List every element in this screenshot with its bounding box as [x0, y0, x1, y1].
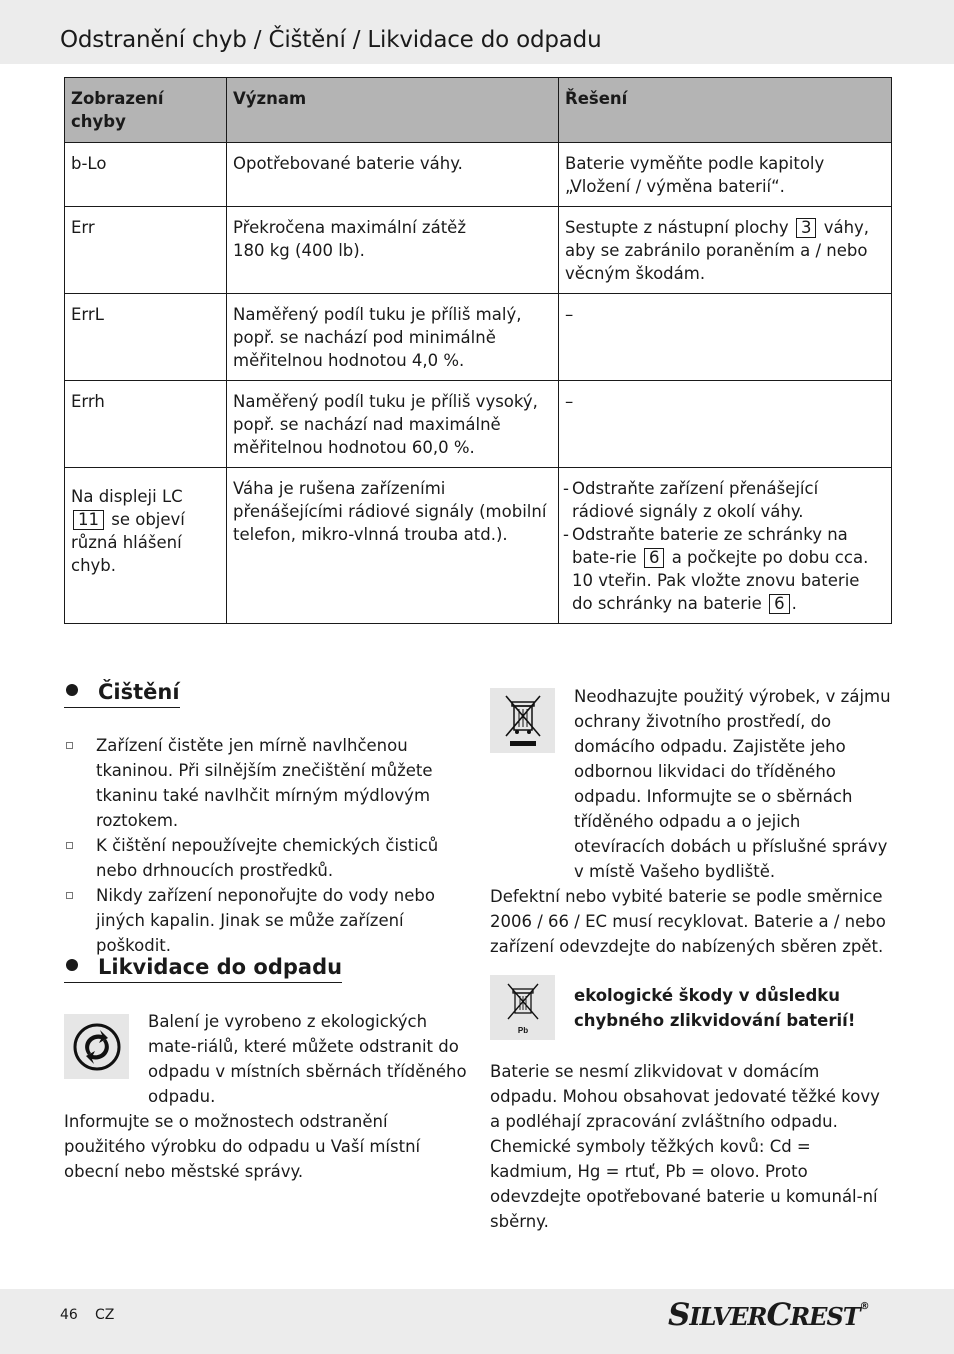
error-display-cell: b-Lo [65, 143, 227, 207]
error-display-cell: ErrL [65, 294, 227, 381]
solution-cell: Baterie vyměňte podle kapitoly „Vložení / výměna baterií“. [559, 143, 892, 207]
table-row [65, 143, 892, 207]
error-display-cell [65, 468, 227, 624]
square-bullet-icon [66, 742, 73, 749]
round-bullet-icon [66, 684, 78, 696]
solution-text: váhy, aby se zabránilo poraněním a / nebo věcným škodám. [565, 218, 870, 283]
column-header: Význam [227, 78, 559, 143]
list-item-text: Zařízení čistěte jen mírně navlhčenou tkaninou. Při silnějším znečištění můžete tkaninu také navlhčit mírným mýdlovým roztokem. [96, 736, 433, 830]
crossed-out-bin-icon [490, 688, 555, 753]
column-header: Zobrazení chyby [65, 78, 227, 143]
silvercrest-logo: SILVERCREST® [668, 1297, 869, 1333]
table-row [65, 381, 892, 468]
reference-number-box: 11 [73, 510, 104, 530]
solution-cell: – [559, 381, 892, 468]
page-title: Odstranění chyb / Čištění / Likvidace do odpadu [60, 27, 602, 53]
table-row [65, 468, 892, 624]
packaging-paragraph: Balení je vyrobeno z ekologických mate-riálů, které můžete odstranit do odpadu v místních sběrnách tříděného odpadu. [148, 1012, 467, 1106]
language-code: CZ [95, 1307, 115, 1323]
warning-paragraph: ekologické škody v důsledku chybného zlikvidování baterií! [574, 986, 856, 1030]
battery-icon-label: Pb [517, 1025, 528, 1035]
list-item: - Odstraňte zařízení přenášející rádiové signály z okolí váhy. [563, 477, 885, 523]
square-bullet-icon [66, 842, 73, 849]
meaning-cell [227, 207, 559, 294]
table-row [65, 294, 892, 381]
heavy-metals-paragraph: Baterie se nesmí zlikvidovat v domácím odpadu. Mohou obsahovat jedovaté těžké kovy a podléhají zpracování zvláštního odpadu. Chemické symboly těžkých kovů: Cd = kadmium, Hg = rtuť, Pb = olovo. Proto odevzdejte opotřebované baterie u komunál-ní sběrny. [490, 1062, 880, 1231]
disposal-heading [64, 955, 342, 983]
table-row [65, 207, 892, 294]
error-display-cell: Errh [65, 381, 227, 468]
solution-cell [559, 468, 892, 624]
meaning-cell: Naměřený podíl tuku je příliš vysoký, popř. se nachází nad maximálně měřitelnou hodnotou 60,0 %. [227, 381, 559, 468]
meaning-text: 180 kg (400 lb). [233, 241, 365, 260]
list-item [64, 733, 469, 833]
error-table [64, 77, 892, 624]
cleaning-heading-text: Čištění [98, 680, 180, 704]
solution-text: . [791, 594, 797, 613]
solution-cell [559, 207, 892, 294]
reference-number-box: 3 [796, 218, 817, 238]
display-text: se objeví různá hlášení chyb. [71, 510, 185, 575]
meaning-cell: Váha je rušena zařízeními přenášejícími rádiové signály (mobilní telefon, mikro-vlnná trouba atd.). [227, 468, 559, 624]
solution-text: a počkejte po dobu cca. 10 vteřin. Pak vložte znovu baterie do schránky na baterie [572, 548, 869, 613]
disposal-heading-text: Likvidace do odpadu [98, 955, 343, 979]
cleaning-list [64, 733, 469, 958]
solution-text: Odstraňte baterie ze schránky na bate-rie [572, 525, 848, 567]
table-header-row [65, 78, 892, 143]
reference-number-box: 6 [644, 548, 665, 568]
solution-cell: – [559, 294, 892, 381]
green-dot-recycling-icon [64, 1014, 129, 1079]
display-text: Na displeji LC [71, 487, 183, 506]
cleaning-heading [64, 680, 180, 708]
solution-list [563, 477, 885, 615]
meaning-text: Překročena maximální zátěž [233, 218, 466, 237]
round-bullet-icon [66, 959, 78, 971]
crossed-out-bin-pb-icon [490, 975, 555, 1040]
list-item-text: Nikdy zařízení neponořujte do vody nebo jiných kapalin. Jinak se může zařízení poškodit. [96, 886, 435, 955]
list-item [64, 833, 469, 883]
list-item [563, 523, 885, 615]
meaning-cell: Naměřený podíl tuku je příliš malý, popř. se nachází pod minimálně měřitelnou hodnotou 4,0 %. [227, 294, 559, 381]
list-item [64, 883, 469, 958]
solution-text: Sestupte z nástupní plochy [565, 218, 789, 237]
meaning-cell: Opotřebované baterie váhy. [227, 143, 559, 207]
square-bullet-icon [66, 892, 73, 899]
list-item-text: K čištění nepoužívejte chemických čisticů nebo drhnoucích prostředků. [96, 836, 439, 880]
reference-number-box: 6 [769, 594, 790, 614]
weee-paragraph: Neodhazujte použitý výrobek, v zájmu ochrany životního prostředí, do domácího odpadu. Zajistěte jeho odbornou likvidaci do tříděného odpadu. Informujte se o sběrnách tříděného odpadu a o jejich otevíracích dobách u příslušné správy v místě Vašeho bydliště. [574, 687, 891, 881]
battery-recycling-paragraph: Defektní nebo vybité baterie se podle směrnice 2006 / 66 / EC musí recyklovat. Baterie a / nebo zařízení odevzdejte do nabízených sběren zpět. [490, 887, 886, 956]
error-display-cell: Err [65, 207, 227, 294]
page-number: 46 [60, 1307, 78, 1323]
column-header: Řešení [559, 78, 892, 143]
disposal-info-paragraph: Informujte se o možnostech odstranění použitého výrobku do odpadu u Vaší místní obecní nebo městské správy. [64, 1112, 421, 1181]
